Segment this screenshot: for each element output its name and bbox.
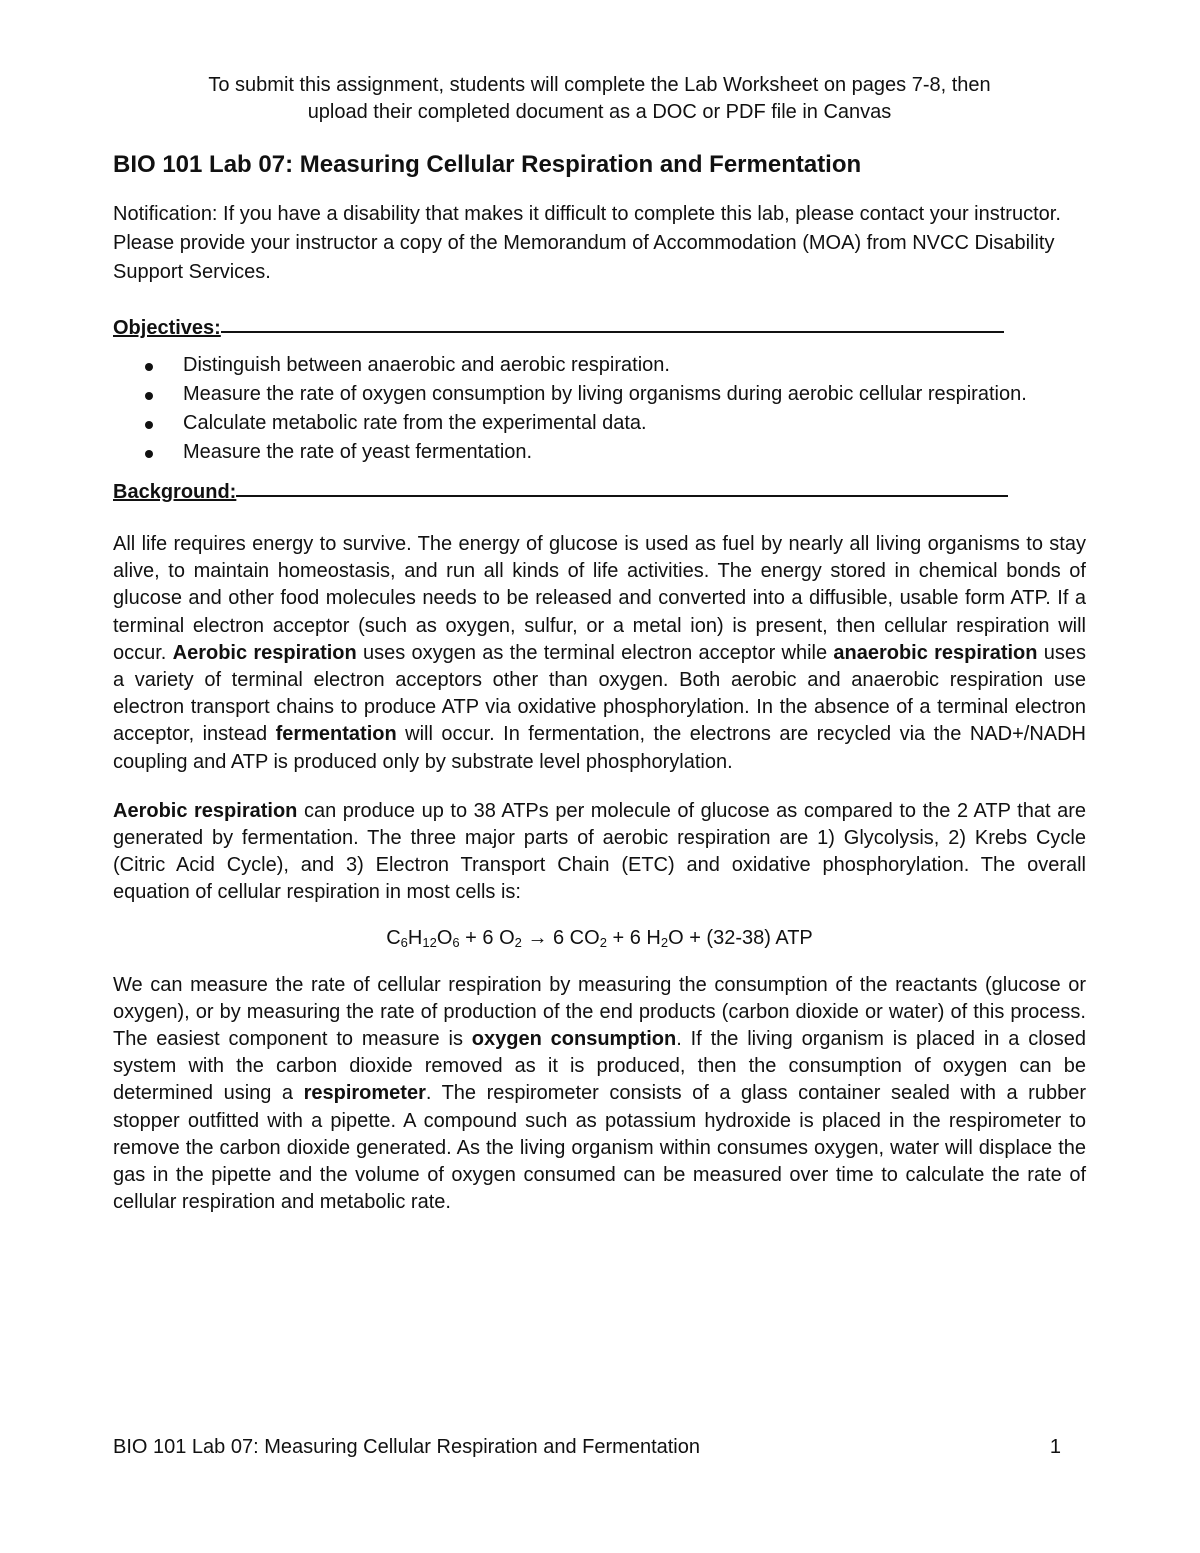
equation-part: O + (32-38) ATP — [668, 926, 813, 949]
objective-text: Calculate metabolic rate from the experimental data. — [183, 412, 647, 434]
bullet-icon — [145, 392, 153, 400]
term-aerobic-respiration: Aerobic respiration — [113, 799, 298, 822]
background-paragraph-3 — [113, 972, 1086, 1217]
background-heading-label: Background: — [113, 481, 237, 503]
background-heading — [113, 479, 1086, 505]
equation-part: H — [407, 926, 423, 949]
term-fermentation: fermentation — [275, 723, 397, 746]
equation-part: → 6 CO — [521, 926, 600, 949]
document-title: BIO 101 Lab 07: Measuring Cellular Respiration and Fermentation — [113, 151, 862, 178]
term-oxygen-consumption: oxygen consumption — [471, 1028, 677, 1051]
list-item — [113, 409, 1086, 438]
background-paragraph-2 — [113, 798, 1086, 907]
objectives-heading-label: Objectives: — [113, 317, 221, 339]
background-paragraph-1 — [113, 531, 1086, 776]
equation-part: C — [386, 926, 401, 949]
bullet-icon — [145, 421, 153, 429]
paragraph-text: . The respirometer consists of a glass container sealed with a rubber stopper outfitted with a pipette. A compound such as potassium hydroxide is placed in the respirometer to remove the carbon dioxide generated. As the living organism within consumes oxygen, water will displace the gas in the pipette and the volume of oxygen consumed can be measured over time to calculate the rate of cellular respiration and metabolic rate. — [113, 1082, 1086, 1214]
objective-text: Measure the rate of oxygen consumption by living organisms during aerobic cellular respiration. — [183, 383, 1027, 405]
equation-part: + 6 O — [459, 926, 515, 949]
equation-subscript: 12 — [422, 934, 437, 950]
footer-title: BIO 101 Lab 07: Measuring Cellular Respiration and Fermentation — [113, 1436, 700, 1458]
bullet-icon — [145, 450, 153, 458]
term-aerobic-respiration: Aerobic respiration — [172, 641, 357, 664]
paragraph-text: will occur. In fermentation, the electrons are recycled via the NAD+/NADH coupling and ATP is produced only by substrate level phosphorylation. — [113, 723, 1086, 773]
submission-instructions — [113, 72, 1086, 126]
list-item — [113, 380, 1086, 409]
submission-line-1: To submit this assignment, students will complete the Lab Worksheet on pages 7-8, then — [208, 74, 991, 96]
bullet-icon — [145, 363, 153, 371]
document-page — [113, 72, 1086, 1216]
paragraph-text: All life requires energy to survive. The energy of glucose is used as fuel by nearly all living organisms to stay alive, to maintain homeostasis, and run all kinds of life activities. The energy stored in chemical bonds of glucose and other food molecules needs to be released and converted into a diffusible, usable form ATP. If a terminal electron acceptor (such as oxygen, sulfur, or a metal ion) is present, then cellular respiration will occur. — [113, 533, 1086, 664]
paragraph-text: uses oxygen as the terminal electron acceptor while — [356, 641, 834, 664]
list-item — [113, 438, 1086, 467]
paragraph-text: We can measure the rate of cellular respiration by measuring the consumption of the reactants (glucose or oxygen), or by measuring the rate of production of the end products (carbon dioxide or water) of this process. The easiest component to measure is — [113, 973, 1086, 1051]
paragraph-text: can produce up to 38 ATPs per molecule of glucose as compared to the 2 ATP that are generated by fermentation. The three major parts of aerobic respiration are 1) Glycolysis, 2) Krebs Cycle (Citric Acid Cycle), and 3) Electron Transport Chain (ETC) and oxidative phosphorylation. The overall equation of cellular respiration in most cells is: — [113, 799, 1086, 904]
equation-part: + 6 H — [606, 926, 661, 949]
submission-line-2: upload their completed document as a DOC or PDF file in Canvas — [307, 101, 892, 123]
page-number: 1 — [1049, 1436, 1061, 1458]
objective-text: Measure the rate of yeast fermentation. — [183, 441, 533, 463]
equation-subscript: 6 — [452, 934, 460, 950]
page-footer — [113, 1434, 1061, 1461]
background-heading-rule — [236, 495, 1008, 497]
equation-subscript: 2 — [514, 934, 522, 950]
list-item — [113, 351, 1086, 380]
equation-subscript: 2 — [599, 934, 607, 950]
equation-subscript: 6 — [400, 934, 408, 950]
objective-text: Distinguish between anaerobic and aerobic respiration. — [183, 354, 670, 376]
paragraph-text: . If the living organism is placed in a closed system with the carbon dioxide removed as it is produced, then the consumption of oxygen can be determined using a — [113, 1028, 1087, 1105]
objectives-heading — [113, 315, 1086, 341]
objectives-heading-rule — [221, 331, 1004, 333]
notification-paragraph: Notification: If you have a disability that makes it difficult to complete this lab, please contact your instructor. Please provide your instructor a copy of the Memorandum of Accommodation (MOA) from NVCC Disability Support Services. — [113, 203, 1061, 283]
equation-part: O — [436, 926, 453, 949]
equation-subscript: 2 — [660, 934, 669, 950]
objectives-list — [113, 351, 1086, 467]
respiration-equation — [113, 925, 1086, 952]
term-anaerobic-respiration: anaerobic respiration — [833, 641, 1038, 664]
term-respirometer: respirometer — [303, 1082, 426, 1105]
paragraph-text: uses a variety of terminal electron acceptors other than oxygen. Both aerobic and anaerobic respiration use electron transport chains to produce ATP via oxidative phosphorylation. In the absence of a terminal electron acceptor, instead — [113, 641, 1086, 746]
